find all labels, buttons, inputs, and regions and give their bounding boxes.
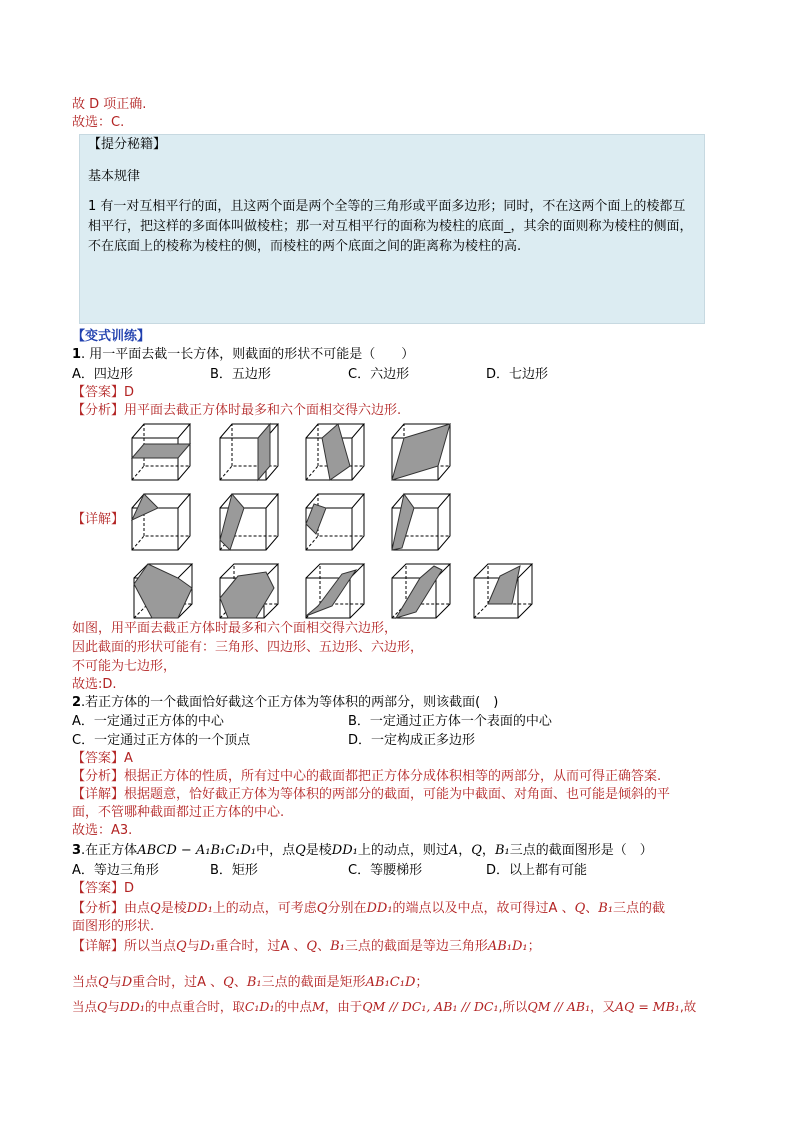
detail-text: ，由于	[324, 999, 363, 1014]
math-expr: Q	[574, 901, 586, 916]
text-line: 如图，用平面去截正方体时最多和六个面相交得六边形，	[72, 621, 398, 636]
cube-figure	[474, 564, 532, 618]
detail-text: ,所以	[498, 999, 528, 1014]
math-expr: Q	[150, 901, 161, 916]
question-text: 三点的截面图形是（ ）	[509, 843, 653, 858]
answer-tag: 【答案】	[72, 385, 125, 400]
math-expr: DD₁	[119, 999, 145, 1014]
math-expr: AQ = MB₁	[615, 999, 680, 1014]
math-expr: QM // AB₁	[527, 999, 591, 1014]
option-c: C．等腰梯形	[348, 863, 423, 878]
text-line: 面，不管哪种截面都过正方体的中心.	[72, 805, 285, 820]
math-expr: B₁	[598, 901, 614, 916]
answer-tag: 【答案】	[72, 751, 125, 766]
question-text: 中，点	[256, 843, 296, 858]
detail-text: 当点	[72, 975, 99, 990]
math-expr: DD₁	[366, 901, 393, 916]
section-title: 【变式训练】	[72, 329, 151, 344]
analysis-tag: 【分析】	[72, 403, 125, 418]
cube-figure	[220, 494, 278, 550]
option-c: C．一定通过正方体的一个顶点	[72, 733, 251, 748]
detail-line	[72, 786, 670, 804]
text-line: 故选：C.	[72, 115, 125, 130]
question-text: ，	[458, 843, 472, 858]
detail-text: 、	[233, 975, 247, 990]
detail-tag: 【详解】	[72, 939, 125, 954]
question-text: 是棱	[305, 843, 332, 858]
question-text: . 用一平面去截一长方体，则截面的形状不可能是（ ）	[81, 347, 415, 362]
answer-line	[72, 750, 133, 768]
analysis-line	[72, 900, 665, 918]
math-expr: Q	[306, 939, 318, 954]
analysis-text: 是棱	[160, 901, 187, 916]
cube-figure	[392, 424, 450, 480]
question-text: .在正方体	[81, 843, 138, 858]
detail-text: 与	[107, 999, 120, 1014]
cube-figure	[132, 494, 190, 550]
math-expr: Q	[471, 843, 482, 858]
analysis-tag: 【分析】	[72, 769, 125, 784]
detail-text: 三点的截面是等边三角形	[344, 939, 488, 954]
question-1-stem	[72, 346, 414, 364]
question-text: 上的动点，则过	[357, 843, 449, 858]
detail-text: 与	[108, 975, 122, 990]
answer-line	[72, 880, 134, 898]
cube-figure	[134, 564, 192, 618]
analysis-text: 、	[585, 901, 599, 916]
detail-text: ，又	[590, 999, 616, 1014]
detail-text: ；	[415, 975, 429, 990]
text-line: 面图形的形状.	[72, 919, 155, 934]
math-expr: D₁	[199, 939, 216, 954]
math-expr: AB₁C₁D	[365, 975, 416, 990]
answer-line	[72, 384, 134, 402]
math-expr: B₁	[246, 975, 262, 990]
question-2-stem	[72, 694, 498, 712]
math-expr: Q	[316, 901, 328, 916]
analysis-line	[72, 402, 401, 420]
option-a: A．四边形	[72, 367, 133, 382]
text-line: 不可能为七边形，	[72, 659, 177, 674]
math-expr: DD₁	[331, 843, 358, 858]
detail-text: 所以当点	[124, 939, 177, 954]
detail-text: 的中点重合时，取	[144, 999, 245, 1014]
detail-text: 重合时，过A 、	[132, 975, 224, 990]
answer-value: A	[124, 751, 133, 766]
answer-value: D	[124, 385, 135, 400]
question-number: 2	[72, 695, 82, 710]
option-d: D．一定构成正多边形	[348, 733, 476, 748]
answer-tag: 【答案】	[72, 881, 125, 896]
option-c: C．六边形	[348, 367, 410, 382]
cube-figure	[220, 424, 278, 480]
detail-line	[72, 974, 428, 992]
math-expr: AB₁D₁	[487, 939, 528, 954]
text-line: 因此截面的形状可能有：三角形、四边形、五边形、六边形，	[72, 640, 424, 655]
question-number: 3	[72, 843, 82, 858]
math-expr: Q	[295, 843, 306, 858]
tip-subtitle: 基本规律	[88, 169, 141, 184]
math-expr: D	[121, 975, 133, 990]
option-a: A．等边三角形	[72, 863, 159, 878]
detail-tag: 【详解】	[72, 512, 125, 527]
cube-figure	[306, 494, 364, 550]
math-expr: A	[448, 843, 459, 858]
text-line: 故选:D.	[72, 677, 117, 692]
cube-figure	[306, 424, 364, 480]
math-expr: B₁	[494, 843, 510, 858]
math-expr: DD₁	[186, 901, 213, 916]
analysis-text: 三点的截	[613, 901, 666, 916]
option-b: B．矩形	[210, 863, 258, 878]
math-expr: C₁D₁	[244, 999, 275, 1014]
detail-line	[72, 938, 541, 956]
detail-text: 三点的截面是矩形	[261, 975, 366, 990]
detail-text: 的中点	[274, 999, 312, 1014]
math-expr: Q	[97, 999, 108, 1014]
option-b: B．五边形	[210, 367, 271, 382]
text-line: 故选：A3.	[72, 823, 133, 838]
option-d: D．以上都有可能	[486, 863, 588, 878]
math-expr: Q	[223, 975, 234, 990]
analysis-text: 的端点以及中点，故可得过A 、	[392, 901, 575, 916]
detail-text: ,故	[679, 999, 697, 1014]
text-line: 故 D 项正确.	[72, 97, 147, 112]
detail-text: 根据题意，恰好截正方体为等体积的两部分的截面，可能为中截面、对角面、也可能是倾斜的平	[124, 787, 671, 802]
analysis-text: 上的动点，可考虑	[212, 901, 317, 916]
analysis-text: 用平面去截正方体时最多和六个面相交得六边形.	[124, 403, 402, 418]
detail-text: 重合时，过A 、	[215, 939, 307, 954]
option-a: A．一定通过正方体的中心	[72, 714, 224, 729]
question-number: 1	[72, 347, 82, 362]
cube-figure	[392, 494, 450, 550]
detail-text: 、	[317, 939, 331, 954]
analysis-text: 由点	[124, 901, 151, 916]
analysis-tag: 【分析】	[72, 901, 125, 916]
analysis-text: 根据正方体的性质，所有过中心的截面都把正方体分成体积相等的两部分，从而可得正确答案.	[124, 769, 662, 784]
answer-value: D	[124, 881, 135, 896]
analysis-line	[72, 768, 661, 786]
math-expr: ABCD − A₁B₁C₁D₁	[137, 843, 257, 858]
detail-text: 当点	[72, 999, 98, 1014]
cube-figure	[392, 564, 450, 618]
tip-body: 1 有一对互相平行的面，且这两个面是两个全等的三角形或平面多边形；同时，不在这两个面上的棱都互相平行，把这样的多面体叫做棱柱；那一对互相平行的面称为棱柱的底面_，其余的面则称为棱柱的侧面，不在底面上的棱称为棱柱的侧，而棱柱的两个底面之间的距离称为棱柱的高.	[88, 199, 693, 254]
option-b: B．一定通过正方体一个表面的中心	[348, 714, 552, 729]
tip-title: 【提分秘籍】	[88, 137, 167, 152]
math-expr: QM // DC₁, AB₁ // DC₁	[362, 999, 499, 1014]
detail-text: 与	[186, 939, 200, 954]
detail-text: ；	[527, 939, 541, 954]
detail-tag: 【详解】	[72, 787, 125, 802]
question-text: .若正方体的一个截面恰好截这个正方体为等体积的两部分，则该截面( )	[81, 695, 499, 710]
cube-figure	[132, 424, 190, 480]
detail-line	[72, 998, 696, 1016]
math-expr: Q	[98, 975, 109, 990]
question-text: ，	[481, 843, 495, 858]
analysis-text: 分别在	[327, 901, 367, 916]
math-expr: M	[311, 999, 325, 1014]
math-expr: Q	[176, 939, 187, 954]
question-3-stem	[72, 842, 653, 860]
option-d: D．七边形	[486, 367, 549, 382]
cube-figure	[220, 564, 278, 618]
math-expr: B₁	[330, 939, 345, 954]
cube-figure	[306, 564, 364, 618]
